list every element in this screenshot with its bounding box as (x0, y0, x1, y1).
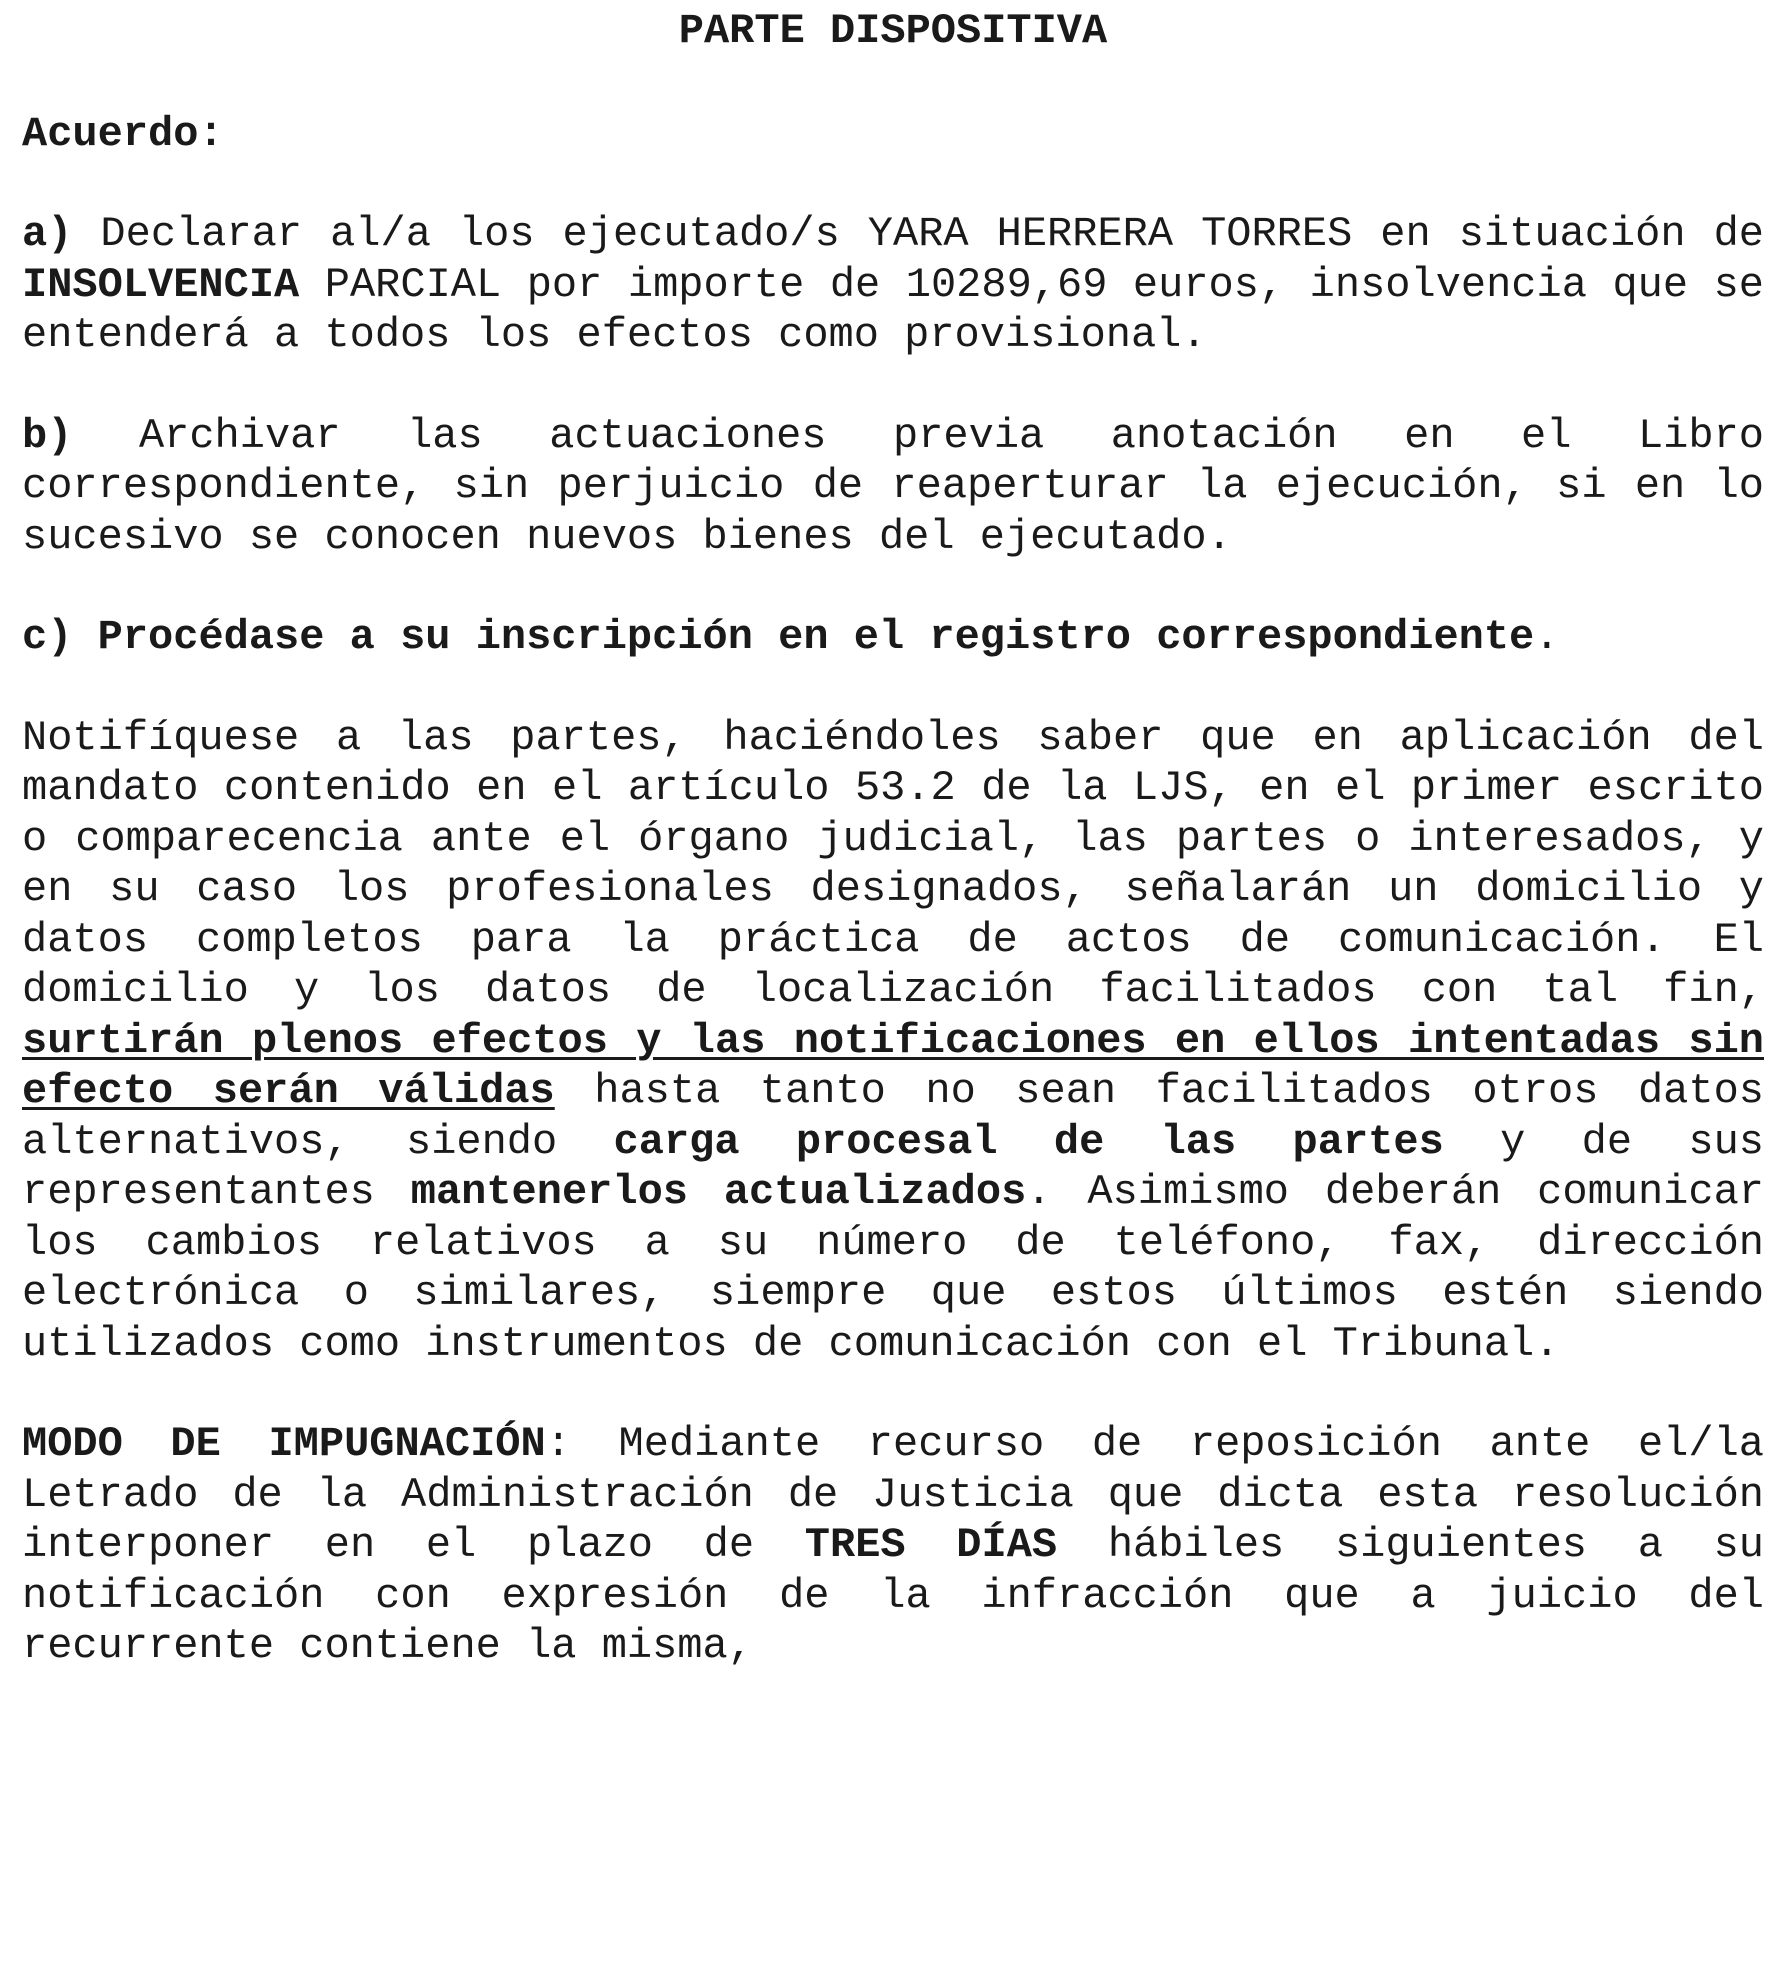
notification-paragraph (22, 713, 1764, 1370)
impugnation-label: MODO DE IMPUGNACIÓN (22, 1420, 546, 1468)
notification-bold-1: carga procesal de las partes (613, 1117, 1444, 1166)
notification-text-1: Notifíquese a las partes, haciéndoles saber que en aplicación del mandato contenido en el artículo 53.2 de la LJS, en el primer escrito o comparecencia ante el órgano judicial, las partes o interesados, y en su caso los profesionales designados, señalarán un domicilio y datos completos para la práctica de actos de comunicación. El domicilio y los datos de localización facilitados con tal fin, (22, 713, 1764, 1014)
impugnation-paragraph (22, 1419, 1764, 1672)
impugnation-term: TRES DÍAS (804, 1521, 1058, 1569)
item-a-text-1: Declarar al/a los ejecutado/s YARA HERRERA TORRES en situación de (72, 210, 1764, 258)
item-b-text: Archivar las actuaciones previa anotación en el Libro correspondiente, sin perjuicio de reaperturar la ejecución, si en lo sucesivo se conocen nuevos bienes del ejecutado. (22, 411, 1764, 561)
item-c-text: Procédase a su inscripción en el registro correspondiente (72, 613, 1535, 661)
impugnation-text-2: hábiles siguientes a su notificación con expresión de la infracción que a juicio del recurrente contiene la misma, (22, 1521, 1764, 1670)
item-a-marker: a) (22, 210, 73, 258)
notification-text-4: . Asimismo deberán comunicar los cambios relativos a su número de teléfono, fax, dirección electrónica o similares, siempre que estos últimos estén siendo utilizados como instrumentos de comunicación con el Tribunal. (22, 1168, 1764, 1368)
notification-bold-2: mantenerlos actualizados (410, 1168, 1027, 1216)
item-c-period: . (1534, 613, 1560, 661)
impugnation-text-1: Mediante recurso de reposición ante el/la Letrado de la Administración de Justicia que dicta esta resolución interponer en el plazo de (22, 1420, 1764, 1569)
document-page (22, 0, 1764, 1672)
agreement-heading: Acuerdo: (22, 109, 224, 158)
agreement-item-c (22, 612, 1764, 663)
impugnation-colon: : (545, 1420, 571, 1468)
agreement-item-b (22, 411, 1764, 563)
item-b-marker: b) (22, 411, 73, 460)
notification-text-3: y de sus representantes (22, 1117, 1764, 1216)
agreement-item-a (22, 209, 1764, 361)
document-title: PARTE DISPOSITIVA (678, 7, 1108, 55)
notification-underlined: surtirán plenos efectos y las notificaciones en ellos intentadas sin efecto serán válidas (22, 1016, 1764, 1115)
notification-text-2: hasta tanto no sean facilitados otros datos alternativos, siendo (22, 1067, 1764, 1166)
item-a-text-2: PARCIAL por importe de 10289,69 euros, insolvencia que se entenderá a todos los efectos como provisional. (22, 260, 1764, 359)
item-a-insolvency: INSOLVENCIA (22, 260, 300, 309)
item-c-marker: c) (22, 613, 73, 661)
